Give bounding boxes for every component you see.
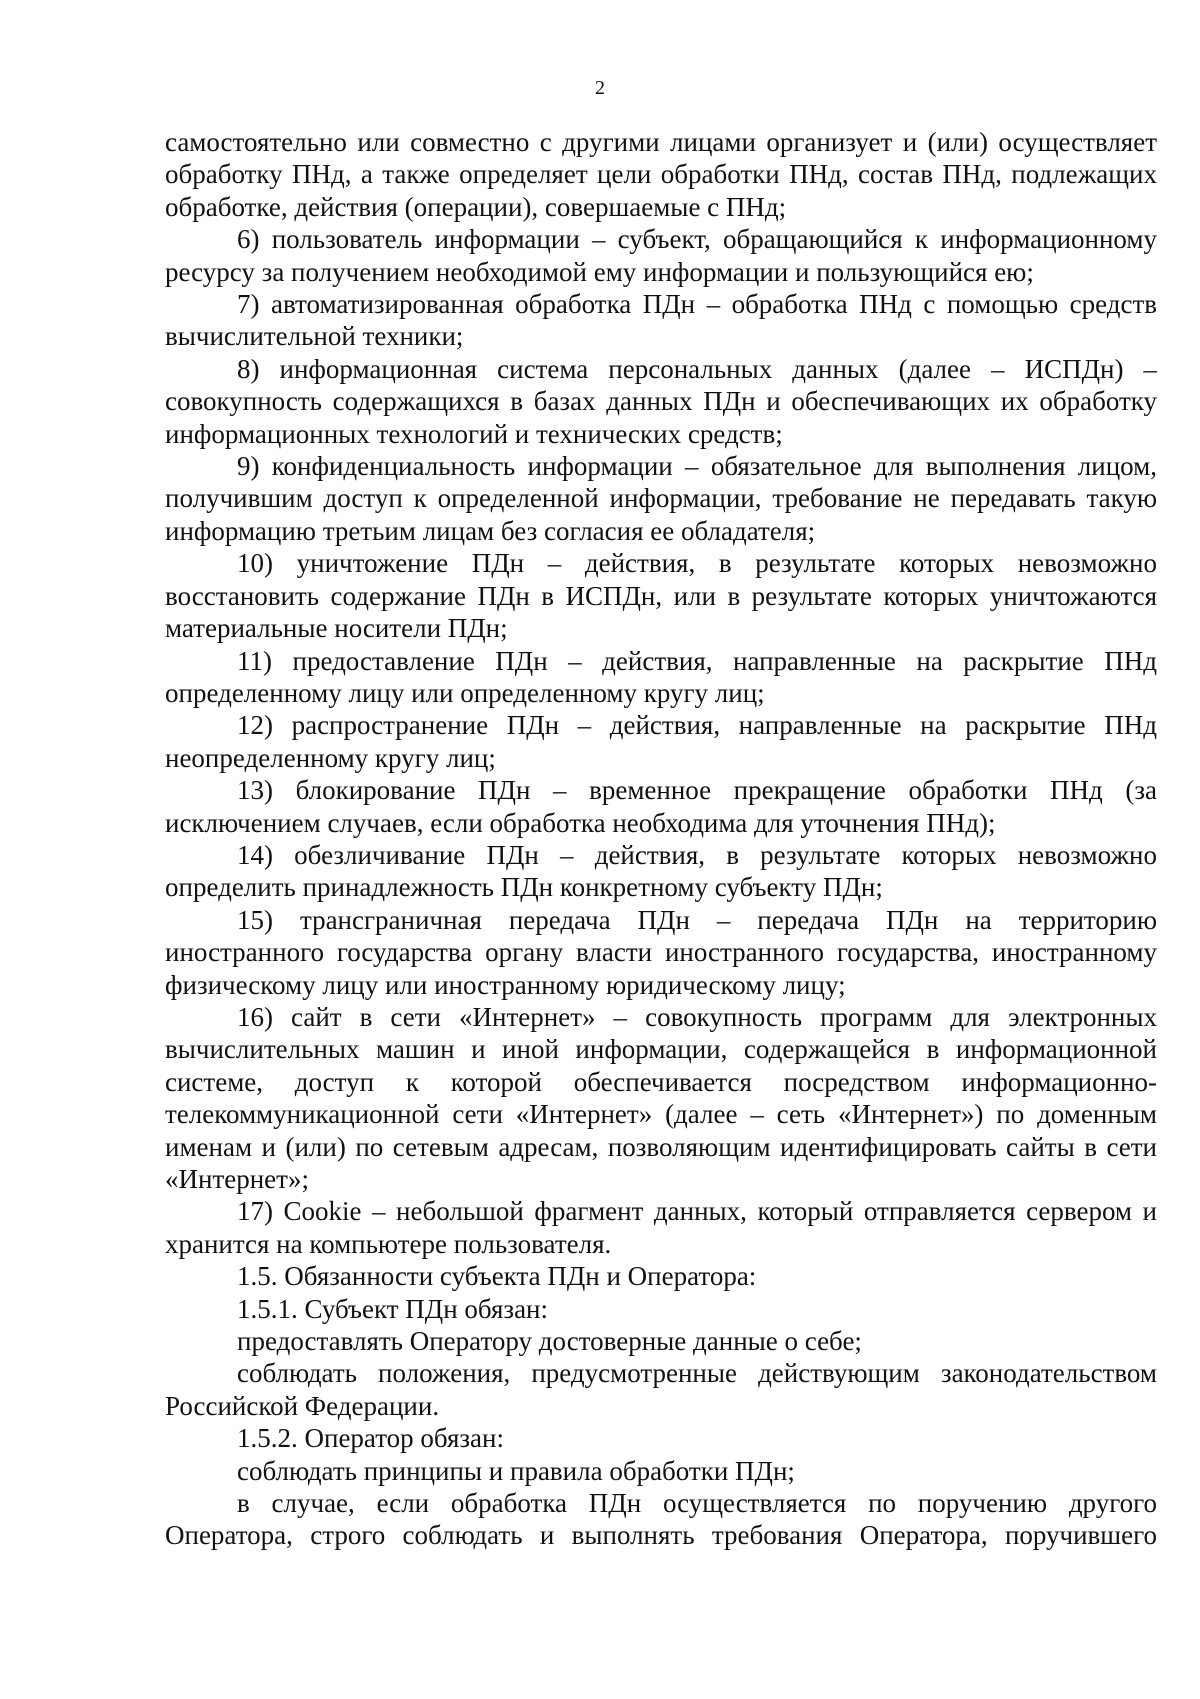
- definition-item-10: 10) уничтожение ПДн – действия, в результате которых невозможно восстановить содержание ПДн в ИСПДн, или в результате которых уничтожаются материальные носители ПДн;: [165, 548, 1157, 644]
- section-heading-1-5-2: 1.5.2. Оператор обязан:: [237, 1423, 504, 1454]
- section-heading-1-5: 1.5. Обязанности субъекта ПДн и Оператора:: [237, 1261, 757, 1292]
- definition-item-13: 13) блокирование ПДн – временное прекращение обработки ПНд (за исключением случаев, если обработка необходима для уточнения ПНд);: [165, 775, 1157, 838]
- definition-item-17: 17) Cookie – небольшой фрагмент данных, который отправляется сервером и хранится на компьютере пользователя.: [165, 1196, 1157, 1259]
- definition-item-15: 15) трансграничная передача ПДн – передача ПДн на территорию иностранного государства органу власти иностранного государства, иностранному физическому лицу или иностранному юридическому лицу;: [165, 904, 1157, 1000]
- definition-item-7: 7) автоматизированная обработка ПДн – обработка ПНд с помощью средств вычислительной техники;: [165, 289, 1157, 352]
- definition-item-11: 11) предоставление ПДн – действия, направленные на раскрытие ПНд определенному лицу или определенному кругу лиц;: [165, 645, 1157, 708]
- page-number: 2: [595, 77, 605, 99]
- section-heading-1-5-1: 1.5.1. Субъект ПДн обязан:: [237, 1293, 549, 1324]
- definition-item-16: 16) сайт в сети «Интернет» – совокупность программ для электронных вычислительных машин и иной информации, содержащейся в информационной системе, доступ к которой обеспечивается посредством информационно-телекоммуникационной сети «Интернет» (далее – сеть «Интернет») по доменным именам и (или) по сетевым адресам, позволяющим идентифицировать сайты в сети «Интернет»;: [165, 1001, 1157, 1194]
- paragraph-continuation: самостоятельно или совместно с другими лицами организует и (или) осуществляет обработку ПНд, а также определяет цели обработки ПНд, состав ПНд, подлежащих обработке, действия (операции), совершаемые с ПНд;: [165, 127, 1157, 222]
- operator-duty-1: соблюдать принципы и правила обработки ПДн;: [237, 1455, 795, 1486]
- definition-item-12: 12) распространение ПДн – действия, направленные на раскрытие ПНд неопределенному кругу лиц;: [165, 710, 1157, 773]
- subject-duty-2: соблюдать положения, предусмотренные действующим законодательством Российской Федерации.: [165, 1358, 1157, 1421]
- definition-item-9: 9) конфиденциальность информации – обязательное для выполнения лицом, получившим доступ к определенной информации, требование не передавать такую информацию третьим лицам без согласия ее обладателя;: [165, 451, 1157, 546]
- subject-duty-1: предоставлять Оператору достоверные данные о себе;: [237, 1326, 862, 1357]
- document-body: [165, 126, 1157, 1552]
- definition-item-6: 6) пользователь информации – субъект, обращающийся к информационному ресурсу за получением необходимой ему информации и пользующийся ею;: [165, 224, 1157, 287]
- definition-item-8: 8) информационная система персональных данных (далее – ИСПДн) – совокупность содержащихся в базах данных ПДн и обеспечивающих их обработку информационных технологий и технических средств;: [165, 353, 1157, 449]
- operator-duty-2: в случае, если обработка ПДн осуществляется по поручению другого Оператора, строго соблюдать и выполнять требования Оператора, поручившего: [165, 1488, 1157, 1551]
- definition-item-14: 14) обезличивание ПДн – действия, в результате которых невозможно определить принадлежность ПДн конкретному субъекту ПДн;: [165, 839, 1157, 903]
